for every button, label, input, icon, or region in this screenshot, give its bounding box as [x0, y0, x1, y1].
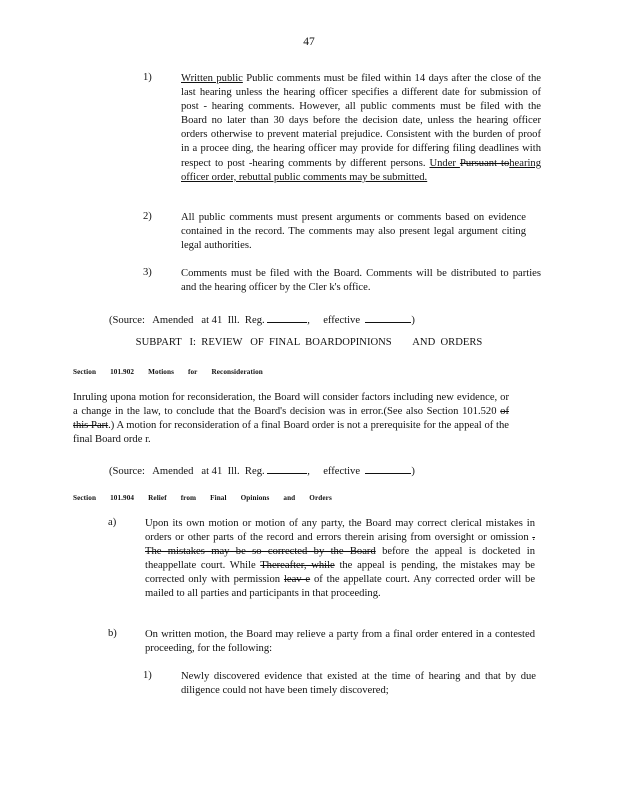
- source-note: (Source: Amended at 41 Ill. Reg. , effective ): [109, 311, 415, 326]
- section-title-word: for: [187, 368, 198, 376]
- text-segment: Thereafter, while: [260, 560, 335, 572]
- text-segment: .) A motion for reconsideration of a final Board order is not a prerequisite for the appeal of the final Board orde r.: [73, 420, 509, 446]
- section-heading: [73, 494, 346, 502]
- text-segment: Pursuant to: [459, 157, 510, 169]
- list-item-text: [181, 670, 536, 698]
- section-title-word: from: [180, 494, 197, 502]
- text-segment: . The mistakes may be so corrected by the Board: [145, 532, 535, 558]
- section-title-word: Reconsideration: [211, 368, 263, 376]
- text-segment: Written public: [181, 73, 243, 84]
- list-item-number: a): [108, 517, 117, 528]
- text-segment: of the appellate court. Any corrected order will be mailed to all parties and participants in that proceeding.: [145, 574, 536, 600]
- text-segment: Newly discovered evidence that existed at the time of hearing and that by due diligence could not have been timely discovered;: [181, 671, 536, 697]
- section-title-word: and: [283, 494, 296, 502]
- list-item-number: b): [108, 628, 117, 639]
- list-item-text: [181, 267, 541, 295]
- text-segment: On written motion, the Board may relieve a party from a final order entered in a contested proceeding, for the following:: [145, 629, 535, 655]
- section-title-word: Orders: [309, 494, 332, 502]
- source-effective: effective: [323, 466, 361, 477]
- source-prefix: (Source: Amended at 41 Ill. Reg.: [109, 466, 265, 477]
- list-item-number: 1): [143, 72, 152, 83]
- list-item-text: [181, 72, 541, 185]
- list-item-number: 3): [143, 267, 152, 278]
- source-note: (Source: Amended at 41 Ill. Reg. , effective ): [109, 462, 415, 477]
- source-prefix: (Source: Amended at 41 Ill. Reg.: [109, 315, 265, 326]
- section-title-word: Opinions: [240, 494, 270, 502]
- section-label: Section: [73, 494, 97, 502]
- section-heading: [73, 368, 277, 376]
- list-item-text: [145, 628, 535, 656]
- list-item-number: 2): [143, 211, 152, 222]
- section-label: Section: [73, 368, 97, 376]
- text-segment: Comments must be filed with the Board. Comments will be distributed to parties and the hearing officer by the Cler k's office.: [181, 268, 541, 294]
- text-segment: Upon its own motion or motion of any party, the Board may correct clerical mistakes in orders or other parts of the record and errors therein arising from oversight or omission: [145, 518, 535, 544]
- page-number: 47: [303, 36, 315, 48]
- text-segment: All public comments must present arguments or comments based on evidence contained in the record. The comments may also present legal argument citing legal authorities.: [181, 212, 526, 252]
- list-item-text: [145, 517, 535, 602]
- section-title-word: Final: [210, 494, 227, 502]
- subpart-heading: SUBPART I: REVIEW OF FINAL BOARDOPINIONS AND ORDERS: [135, 337, 483, 348]
- text-segment: of this Part: [73, 406, 509, 432]
- section-title-word: Relief: [148, 494, 167, 502]
- list-item-text: [181, 211, 526, 253]
- text-segment: before the appeal is docketed in theappellate court. While: [145, 546, 535, 572]
- source-effective: effective: [323, 315, 361, 326]
- text-segment: hearing officer order, rebuttal public comments may be submitted.: [181, 157, 542, 183]
- blank-line: [365, 462, 411, 474]
- section-number: 101.904: [110, 494, 135, 502]
- blank-line: [365, 311, 411, 323]
- text-segment: the appeal is pending, the mistakes may be corrected only with permission: [145, 560, 535, 586]
- text-segment: Inruling upona motion for reconsideration, the Board will consider factors including new evidence, or a change in the law, to conclude that the Board's decision was in error.(See also Section 101.520: [73, 392, 509, 418]
- list-item-number: 1): [143, 670, 152, 681]
- text-segment: Public comments must be filed within 14 days after the close of the last hearing unless the hearing officer specifies a different date for submission of post - hearing comments. However, all public comments must be filed with the Board no later than 30 days before the decision date, unless the hearing officer orders otherwise to prevent material prejudice. Consistent with the burden of proof in a procee ding, the hearing officer may provide for differing filing deadlines with respect to post -hearing comments by different persons.: [181, 73, 541, 169]
- text-segment: Under: [429, 157, 460, 169]
- section-title-word: Motions: [148, 368, 174, 376]
- section-number: 101.902: [110, 368, 135, 376]
- text-segment: leav e: [283, 574, 311, 586]
- body-paragraph: [73, 391, 509, 447]
- blank-line: [267, 462, 307, 474]
- blank-line: [267, 311, 307, 323]
